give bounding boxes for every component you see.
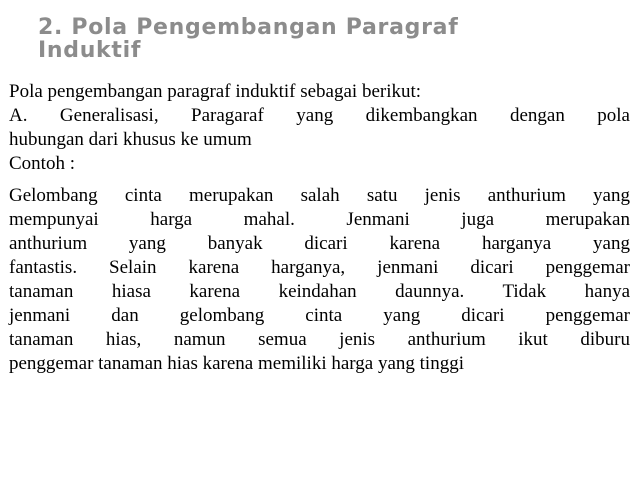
text-line: Contoh : bbox=[9, 153, 75, 174]
title-line: 2. Pola Pengembangan Paragraf bbox=[38, 15, 459, 40]
text-line: Gelombang cinta merupakan salah satu jenis anthurium yang bbox=[9, 185, 630, 206]
slide-body bbox=[9, 80, 630, 376]
text-line: mempunyai harga mahal. Jenmani juga merupakan bbox=[9, 209, 630, 230]
text-line: anthurium yang banyak dicari karena harganya yang bbox=[9, 233, 630, 254]
intro-text bbox=[9, 80, 630, 104]
text-line: fantastis. Selain karena harganya, jenmani dicari penggemar bbox=[9, 257, 630, 278]
text-line: tanaman hiasa karena keindahan daunnya. Tidak hanya bbox=[9, 281, 630, 302]
title-line: Induktif bbox=[38, 38, 142, 63]
text-line: jenmani dan gelombang cinta yang dicari penggemar bbox=[9, 305, 630, 326]
example-paragraph bbox=[9, 184, 630, 376]
text-line: tanaman hias, namun semua jenis anthurium ikut diburu bbox=[9, 329, 630, 350]
text-line: penggemar tanaman hias karena memiliki harga yang tinggi bbox=[9, 353, 464, 374]
text-line: A. Generalisasi, Paragaraf yang dikembangkan dengan pola bbox=[9, 105, 630, 126]
text-line: hubungan dari khusus ke umum bbox=[9, 129, 252, 150]
slide-title bbox=[38, 16, 598, 62]
text-line: Pola pengembangan paragraf induktif sebagai berikut: bbox=[9, 81, 422, 102]
item-a-paragraph bbox=[9, 104, 630, 152]
example-label bbox=[9, 152, 630, 176]
